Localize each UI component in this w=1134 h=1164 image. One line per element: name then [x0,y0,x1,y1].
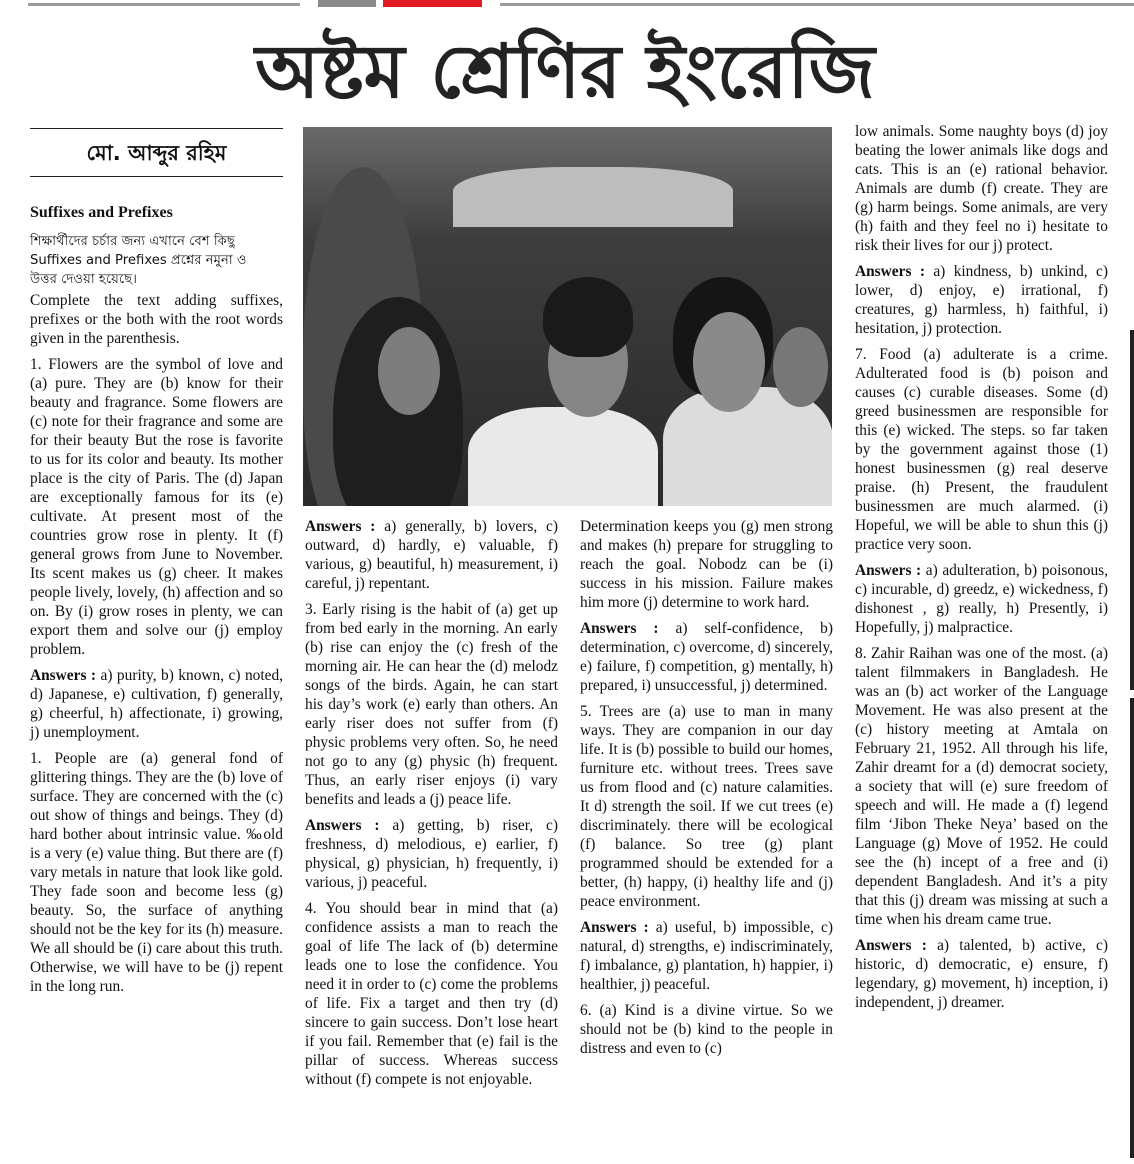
question-4-continued: Determination keeps you (g) men strong and makes (h) prepare for struggling to reach the goal. Nobodz can be (i) success in his mission. Failure makes him more (j) determine to work hard. [580,518,833,611]
photo-shirt [468,407,658,506]
students-photo [303,127,832,506]
answers-label: Answers : [580,620,659,637]
top-grey-block [318,0,376,7]
intro-bengali-line-1: শিক্ষার্থীদের চর্চার জন্য এখানে বেশ কিছু [30,234,235,249]
answer-6-text: a) kindness, b) unkind, c) lower, d) enjoy, e) irrational, f) creatures, g) harmless, h) faithful, i) hesitation, j) protection. [855,263,1108,337]
answer-5 [580,918,833,994]
answer-3-text: a) getting, b) riser, c) freshness, d) melodious, e) earlier, f) physical, g) physician, h) frequently, i) various, j) peaceful. [305,817,558,891]
answers-label: Answers : [305,817,380,834]
intro-bengali-line-2: Suffixes and Prefixes প্রশ্নের নমুনা ও [30,253,247,268]
right-edge-rule-lower [1130,698,1134,1158]
top-red-block [383,0,482,7]
answer-1 [30,666,283,742]
answer-7 [855,561,1108,637]
column-1 [30,203,283,1003]
page-title: অষ্টম শ্রেণির ইংরেজি [255,29,875,115]
column-4 [855,122,1108,1019]
right-edge-rule [1130,330,1134,690]
answer-4 [580,619,833,695]
photo-face [773,327,828,407]
question-4: 4. You should bear in mind that (a) confidence assists a man to reach the goal of life The lack of (b) determine leads one to lose the confidence. You need it in order to (c) come the problems of life. Fix a target and then try (d) sincere to gain success. Don’t lose heart if you fail. Remember that (e) fail is the pillar of success. Whereas success without (f) compete is not enjoyable. [305,900,558,1088]
answers-label: Answers : [580,919,649,936]
top-rule-right [500,3,1134,6]
intro-bengali-line-3: উত্তর দেওয়া হয়েছে। [30,272,137,287]
photo-face [378,327,440,415]
author-byline: মো. আব্দুর রহিম [86,141,227,165]
photo-hair [543,277,633,357]
question-8: 8. Zahir Raihan was one of the most. (a) talent filmmakers in Bangladesh. He was an (b) act worker of the Language Movement. He was also present at the (c) history meeting at Amtala on February 21, 1952. All through his life, Zahir dreamt for a (d) democrat society, a society that will (e) sure freedom of speech and will. He made a (f) legend film ‘Jibon Theke Neya’ based on the Language (g) Move of 1952. He could see the (h) incept of a free and (i) dependent Bangladesh. And it’s a pity that this (j) dream was missing at such a time when his dream came true. [855,645,1108,928]
byline-rule-bottom [30,176,283,177]
answers-label: Answers : [30,667,97,684]
answers-label: Answers : [855,562,922,579]
answer-2 [305,517,558,593]
byline-rule-top [30,128,283,129]
section-heading: Suffixes and Prefixes [30,204,173,221]
answers-label: Answers : [305,518,376,535]
answer-6 [855,262,1108,338]
answer-2-text: a) generally, b) lovers, c) outward, d) hardly, e) valuable, f) various, g) beautiful, h) measurement, i) careful, j) repentant. [305,518,558,592]
instructions-paragraph: Complete the text adding suffixes, prefixes or the both with the root words given in the parenthesis. [30,292,283,347]
question-7: 7. Food (a) adulterate is a crime. Adulterated food is (b) poison and causes (c) curable diseases. Some (d) greed businessmen are responsible for this (e) wicked. The steps. so far taken by the government against those (1) honest businessmen (g) real deserve praise. (h) Present, the fraudulent businessmen are much alarmed. (i) Hopeful, we will be able to shun this (j) practice very soon. [855,346,1108,553]
answers-label: Answers : [855,263,925,280]
answer-1-text: a) purity, b) known, c) noted, d) Japanese, e) cultivation, f) generally, g) cheerful, h) affectionate, i) growing, j) unemployment. [30,667,283,741]
answer-7-text: a) adulteration, b) poisonous, c) incurable, d) greedz, e) wickedness, f) dishonest , g) really, h) Presently, i) Hopefully, j) malpractice. [855,562,1109,636]
answer-5-text: a) useful, b) impossible, c) natural, d) strengths, e) indiscriminately, f) imbalance, g) plantation, h) happier, i) healthier, j) peaceful. [580,919,833,993]
answer-3 [305,816,558,892]
answers-label: Answers : [855,937,927,954]
top-rule-left [28,3,300,6]
column-2 [305,517,558,1096]
photo-face [693,312,765,412]
top-decoration-bar [0,0,1134,10]
answer-8 [855,936,1108,1012]
question-5: 5. Trees are (a) use to man in many ways. They are companion in our day life. It is (b) possible to build our homes, furniture etc. without trees. Trees save us from flood and (c) nature calamities. It d) strength the soil. If we cut trees (e) discriminately. there will be ecological (f) balance. So tree (g) plant programmed should be extended for a better, (h) happy, (i) healthy life and (j) peace environment. [580,703,833,910]
question-3: 3. Early rising is the habit of (a) get up from bed early in the morning. An early (b) rise can enjoy the (c) fresh of the morning air. He can hear the (d) melodz songs of the birds. Again, he can start his day’s work (e) early than others. An early riser does not suffer from (f) physic problems very often. So, he need not go to any (g) physic (h) frequent. Thus, an early riser enjoys (i) vary benefits and leads a (j) peace life. [305,601,558,808]
photo-background-crowd [453,167,733,227]
question-6-continued: low animals. Some naughty boys (d) joy beating the lower animals like dogs and cats. This is an (e) rational behavior. Animals are dumb (f) create. They are (g) harm beings. Some animals, are very (h) faith and they feel no i) hesitate to risk their lives for our j) protect. [855,123,1108,254]
column-3 [580,517,833,1065]
question-2: 1. People are (a) general fond of glittering things. They are the (b) love of surface. They are concerned with the (c) out show of things and beings. They (d) hard bother about intrinsic value. ‰old is a very (e) value thing. But there are (f) vary metals in nature that look like gold. They fade soon and become less (g) beauty. So, the surface of anything should not be the key for its (h) measure. We all should be (i) care about this truth. Otherwise, we will have to be (j) repent in the long run. [30,750,283,995]
answer-4-text: a) self-confidence, b) determination, c) overcome, d) sincerely, e) failure, f) competition, g) mentally, h) prepared, i) unsuccessful, j) determined. [580,620,833,694]
answer-8-text: a) talented, b) active, c) historic, d) democratic, e) ensure, f) legendary, g) movement, h) inception, i) independent, j) dreamer. [855,937,1109,1011]
question-1: 1. Flowers are the symbol of love and (a) pure. They are (b) know for their beauty and fragrance. Some flowers are (c) note for their fragrance and some are for their beauty But the rose is favorite to us for its color and beauty. Its mother place is the city of Paris. The (d) Japan are exceptionally famous for its (e) cultivate. At present most of the countries grow rose in plenty. It (f) general grows from June to November. Its scent makes us (g) cheer. It makes people lively, lovely, (h) affection and so on. By (i) grow roses in plenty, we can export them and solve our (j) employ problem. [30,356,283,658]
question-6: 6. (a) Kind is a divine virtue. So we should not be (b) kind to the people in distress and even to (c) [580,1002,833,1057]
